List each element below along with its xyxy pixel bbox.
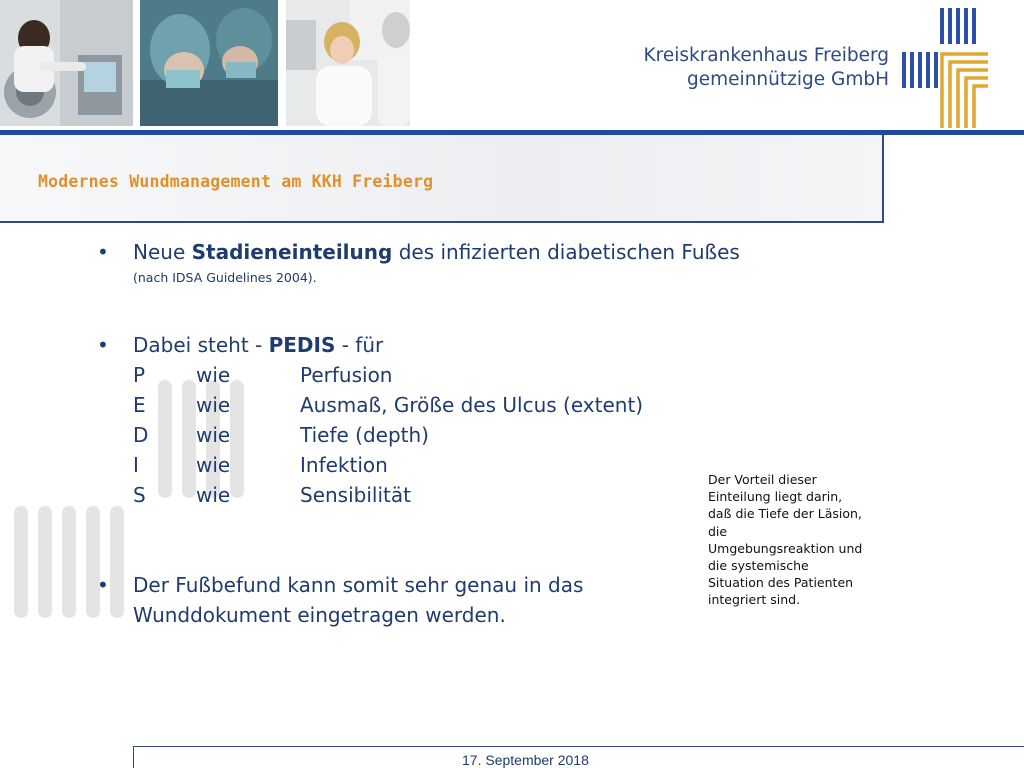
watermark-bar: [86, 506, 100, 618]
header-photo-consultation: [286, 0, 410, 126]
watermark-bar: [182, 380, 196, 498]
side-note-line: integriert sind.: [708, 592, 801, 608]
hospital-name-line1: Kreiskrankenhaus Freiberg: [643, 45, 889, 66]
header-photo-lab: [0, 0, 133, 126]
side-note-line: Umgebungsreaktion und: [708, 540, 863, 556]
bullet-text: des infizierten diabetischen Fußes: [392, 240, 740, 264]
side-note-line: Situation des Patienten: [708, 575, 854, 591]
pedis-letter: P: [133, 363, 146, 387]
bullet-marker: •: [97, 333, 109, 357]
slide-title: Modernes Wundmanagement am KKH Freiberg: [38, 172, 434, 191]
pedis-letter: D: [133, 423, 149, 447]
watermark-bar: [110, 506, 124, 618]
watermark-bar: [62, 506, 76, 618]
bullet-text: Neue: [133, 240, 192, 264]
pedis-word: wie: [196, 453, 231, 477]
footer-date: 17. September 2018: [462, 752, 589, 768]
pedis-meaning: Ausmaß, Größe des Ulcus (extent): [300, 393, 644, 417]
pedis-letter: E: [133, 393, 146, 417]
bullet-emphasis: Stadieneinteilung: [191, 240, 393, 264]
watermark-bar: [230, 380, 244, 498]
pedis-letter: I: [133, 453, 139, 477]
pedis-word: wie: [196, 393, 231, 417]
bullet-text: Dabei steht -: [133, 333, 269, 357]
bullet-source-note: (nach IDSA Guidelines 2004).: [133, 270, 317, 285]
bullet-emphasis: PEDIS: [268, 333, 336, 357]
watermark-bar: [14, 506, 28, 618]
side-note: [708, 471, 868, 609]
bullet-fussbefund-line1: Der Fußbefund kann somit sehr genau in das: [133, 573, 584, 597]
pedis-meaning: Infektion: [300, 453, 388, 477]
pedis-meaning: Tiefe (depth): [300, 423, 429, 447]
pedis-word: wie: [196, 423, 231, 447]
header-photo-surgery: [140, 0, 278, 126]
side-note-line: Einteilung liegt darin,: [708, 489, 843, 505]
bullet-stadieneinteilung: [133, 240, 740, 264]
pedis-meaning: Sensibilität: [300, 483, 411, 507]
bullet-marker: •: [97, 573, 109, 597]
bullet-fussbefund-line2: Wunddokument eingetragen werden.: [133, 603, 506, 627]
pedis-letter: S: [133, 483, 146, 507]
bullet-pedis: [133, 333, 383, 357]
hospital-logo: [898, 6, 990, 128]
side-note-line: die: [708, 523, 728, 539]
watermark-bar: [158, 380, 172, 498]
pedis-word: wie: [196, 483, 231, 507]
footer-divider-tick: [133, 746, 134, 768]
hospital-name-line2: gemeinnützige GmbH: [687, 69, 889, 90]
bullet-marker: •: [97, 240, 109, 264]
bullet-text: - für: [335, 333, 384, 357]
pedis-meaning: Perfusion: [300, 363, 393, 387]
watermark-bar: [38, 506, 52, 618]
hospital-name: [643, 44, 889, 92]
footer-divider: [133, 746, 1024, 747]
side-note-line: die systemische: [708, 558, 809, 574]
side-note-line: Der Vorteil dieser: [708, 472, 817, 487]
side-note-line: daß die Tiefe der Läsion,: [708, 506, 862, 522]
pedis-word: wie: [196, 363, 231, 387]
